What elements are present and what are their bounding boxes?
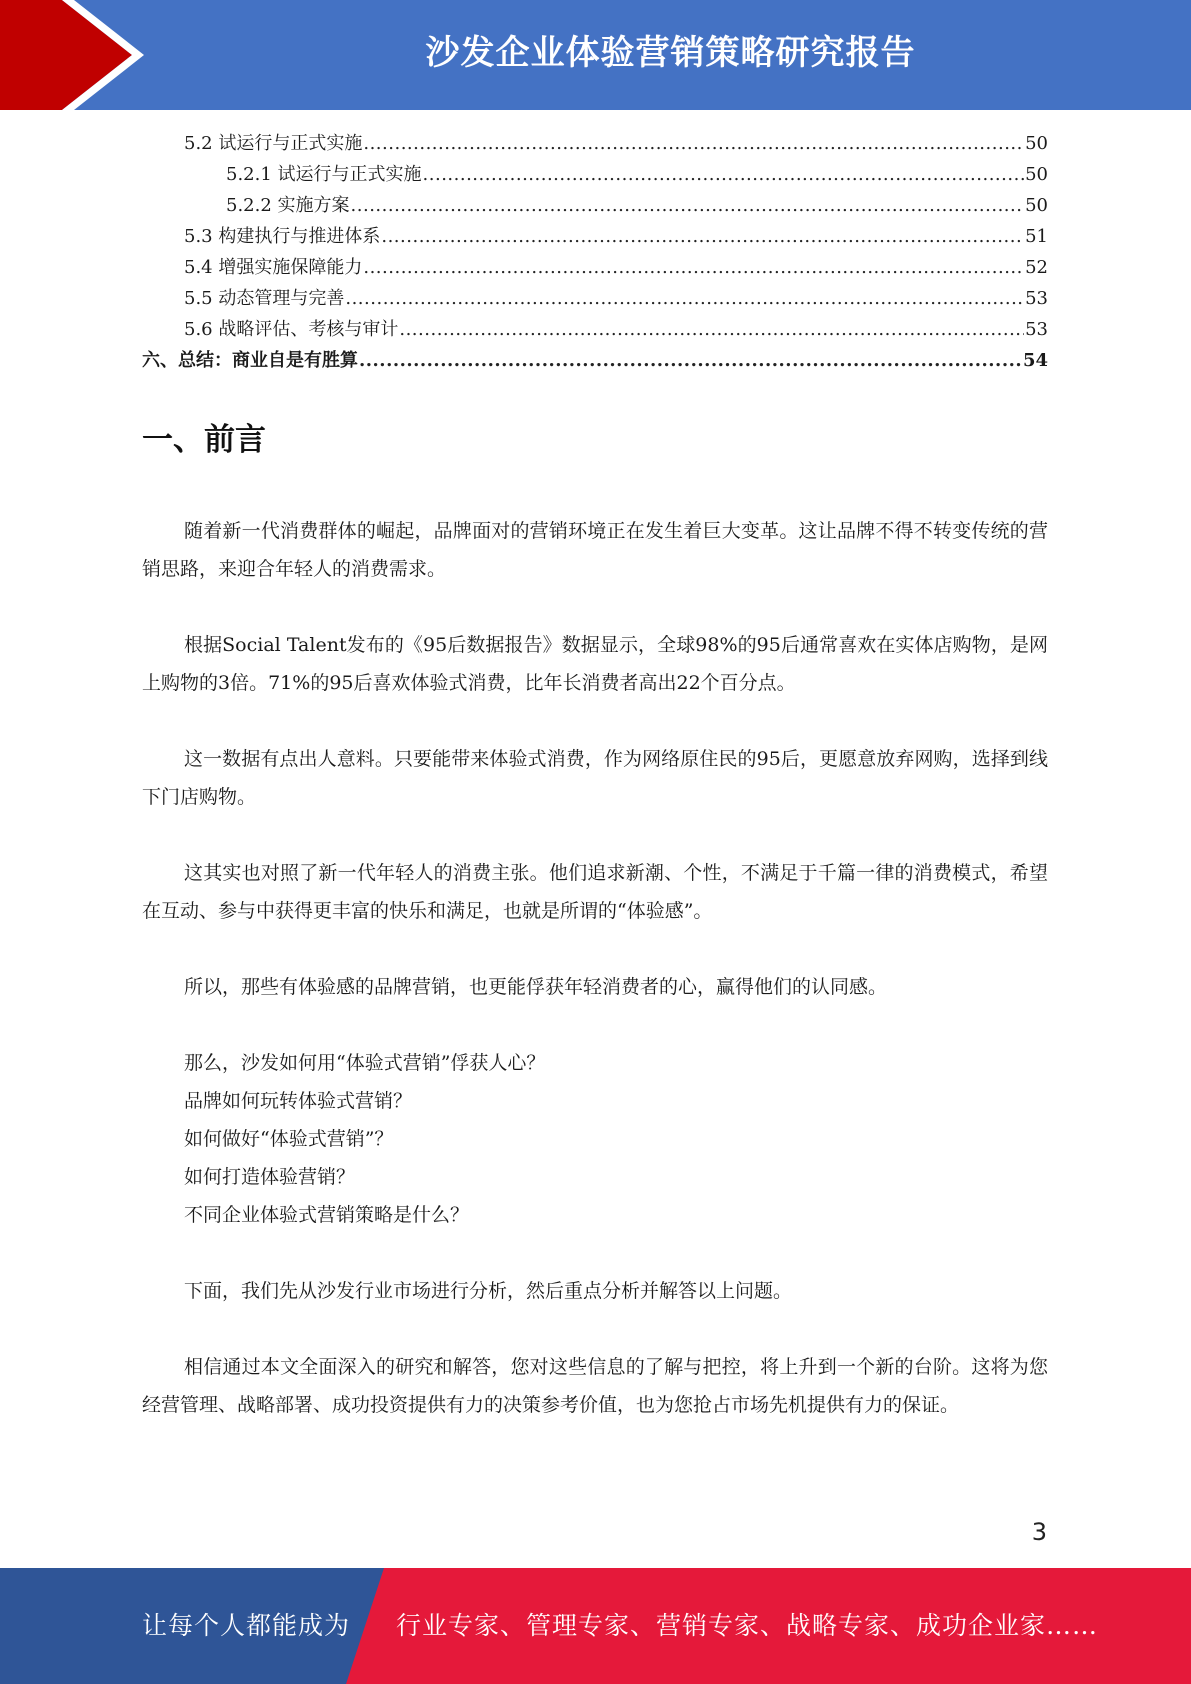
toc-entry-page: 51 (1025, 226, 1048, 247)
toc-leader-dots (423, 159, 1025, 190)
toc-entry-page: 50 (1025, 133, 1048, 154)
toc-entry-label: 5.4 增强实施保障能力 (184, 257, 363, 278)
page-number: 3 (1031, 1518, 1047, 1546)
question-item: 如何做好“体验式营销”？ (184, 1128, 394, 1150)
toc-entry-page: 54 (1022, 350, 1048, 371)
question-item: 如何打造体验营销？ (184, 1166, 356, 1188)
toc-leader-dots (363, 128, 1024, 159)
table-of-contents (142, 128, 1048, 376)
toc-leader-dots (399, 314, 1024, 345)
section-heading: 一、前言 (142, 422, 266, 458)
toc-entry-chapter[interactable] (142, 345, 1048, 376)
footer-slogan-left: 让每个人都能成为 (142, 1611, 351, 1640)
toc-leader-dots (359, 345, 1022, 376)
toc-entry[interactable] (142, 221, 1048, 252)
toc-entry-page: 53 (1025, 319, 1048, 340)
question-item: 不同企业体验式营销策略是什么？ (184, 1204, 470, 1226)
toc-entry-page: 50 (1025, 195, 1048, 216)
toc-leader-dots (381, 221, 1024, 252)
body-paragraph: 下面，我们先从沙发行业市场进行分析，然后重点分析并解答以上问题。 (184, 1280, 793, 1302)
toc-entry-page: 53 (1025, 288, 1048, 309)
question-list (142, 1044, 1048, 1234)
toc-entry[interactable] (142, 283, 1048, 314)
toc-entry[interactable] (142, 314, 1048, 345)
toc-entry[interactable] (142, 190, 1048, 221)
header-arrow-decoration (0, 0, 160, 110)
body-paragraph: 所以，那些有体验感的品牌营销，也更能俘获年轻消费者的心，赢得他们的认同感。 (184, 976, 888, 998)
body-paragraph: 根据Social Talent发布的《95后数据报告》数据显示，全球98%的95后通常喜欢在实体店购物，是网上购物的3倍。71%的95后喜欢体验式消费，比年长消费者高出22个百分点。 (142, 634, 1048, 694)
page-footer (0, 1568, 1191, 1684)
toc-entry-label: 5.2.1 试运行与正式实施 (226, 164, 422, 185)
body-paragraph: 这一数据有点出人意料。只要能带来体验式消费，作为网络原住民的95后，更愿意放弃网购，选择到线下门店购物。 (142, 748, 1048, 808)
toc-entry-label: 5.2.2 实施方案 (226, 195, 350, 216)
toc-leader-dots (345, 283, 1024, 314)
body-paragraph: 随着新一代消费群体的崛起，品牌面对的营销环境正在发生着巨大变革。这让品牌不得不转变传统的营销思路，来迎合年轻人的消费需求。 (142, 520, 1048, 580)
question-item: 品牌如何玩转体验式营销？ (184, 1090, 413, 1112)
toc-leader-dots (363, 252, 1024, 283)
report-title: 沙发企业体验营销策略研究报告 (425, 33, 916, 73)
question-item: 那么，沙发如何用“体验式营销”俘获人心？ (184, 1052, 546, 1074)
toc-entry-label: 六、总结：商业自是有胜算 (142, 350, 358, 371)
footer-slogan-right: 行业专家、管理专家、营销专家、战略专家、成功企业家…… (396, 1611, 1099, 1640)
toc-entry-label: 5.3 构建执行与推进体系 (184, 226, 381, 247)
body-paragraph: 这其实也对照了新一代年轻人的消费主张。他们追求新潮、个性，不满足于千篇一律的消费模式，希望在互动、参与中获得更丰富的快乐和满足，也就是所谓的“体验感”。 (142, 862, 1048, 922)
toc-entry[interactable] (142, 252, 1048, 283)
toc-entry[interactable] (142, 159, 1048, 190)
toc-entry-label: 5.2 试运行与正式实施 (184, 133, 363, 154)
toc-entry[interactable] (142, 128, 1048, 159)
toc-leader-dots (351, 190, 1025, 221)
page-header (0, 0, 1191, 110)
section-body (142, 512, 1048, 1462)
toc-entry-label: 5.6 战略评估、考核与审计 (184, 319, 399, 340)
toc-entry-label: 5.5 动态管理与完善 (184, 288, 345, 309)
toc-entry-page: 52 (1025, 257, 1048, 278)
body-paragraph: 相信通过本文全面深入的研究和解答，您对这些信息的了解与把控，将上升到一个新的台阶。这将为您经营管理、战略部署、成功投资提供有力的决策参考价值，也为您抢占市场先机提供有力的保证。 (142, 1356, 1048, 1416)
toc-entry-page: 50 (1025, 164, 1048, 185)
